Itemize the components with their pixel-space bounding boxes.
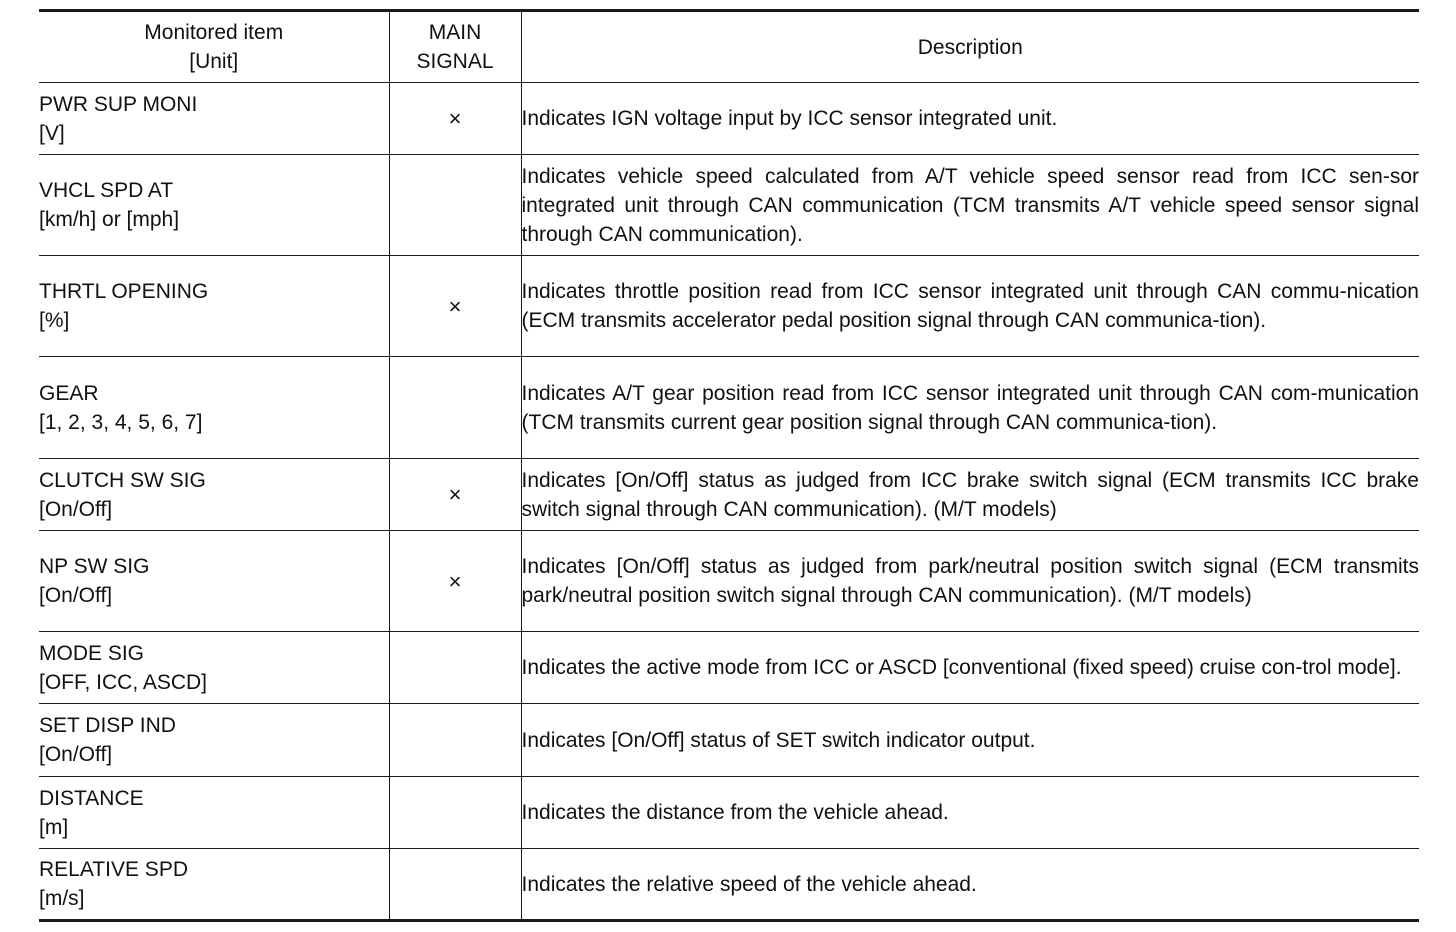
- header-signal-label: SIGNAL: [416, 50, 494, 73]
- item-name: NP SW SIG: [39, 555, 150, 578]
- item-description: Indicates the relative speed of the vehicle ahead.: [521, 849, 1419, 921]
- header-description: Description: [521, 11, 1419, 83]
- main-signal-mark: [389, 357, 521, 459]
- table-row: [39, 155, 1419, 256]
- item-unit: [V]: [39, 121, 65, 145]
- item-name: VHCL SPD AT: [39, 179, 174, 202]
- item-description: Indicates throttle position read from ICC sensor integrated unit through CAN commu-nication (ECM transmits accelerator pedal position signal through CAN communica-tion).: [521, 256, 1419, 357]
- item-name: SET DISP IND: [39, 714, 176, 737]
- monitored-items-table: [39, 9, 1419, 922]
- item-unit: [On/Off]: [39, 497, 113, 521]
- header-main-signal: [389, 11, 521, 83]
- item-cell: [39, 357, 389, 459]
- main-signal-mark: [389, 704, 521, 777]
- item-cell: [39, 632, 389, 704]
- table-row: [39, 459, 1419, 531]
- table-row: [39, 632, 1419, 704]
- header-row: [39, 11, 1419, 83]
- item-unit: [On/Off]: [39, 743, 113, 766]
- item-cell: [39, 256, 389, 357]
- item-name: GEAR: [39, 381, 99, 405]
- header-monitored-item: [39, 11, 389, 83]
- main-signal-mark: ×: [389, 459, 521, 531]
- item-description: Indicates A/T gear position read from ICC sensor integrated unit through CAN com-munication (TCM transmits current gear position signal through CAN communica-tion).: [521, 357, 1419, 459]
- main-signal-mark: [389, 632, 521, 704]
- item-description: Indicates vehicle speed calculated from A/T vehicle speed sensor read from ICC sen-sor integrated unit through CAN communication (TCM transmits A/T vehicle speed sensor signal through CAN communication).: [521, 155, 1419, 256]
- main-signal-mark: [389, 777, 521, 849]
- item-cell: [39, 704, 389, 777]
- table-row: [39, 83, 1419, 155]
- item-name: PWR SUP MONI: [39, 92, 198, 116]
- item-description: Indicates [On/Off] status as judged from ICC brake switch signal (ECM transmits ICC brake switch signal through CAN communication). (M/T models): [521, 459, 1419, 531]
- item-unit: [km/h] or [mph]: [39, 208, 180, 231]
- header-item-label: Monitored item: [144, 21, 284, 44]
- item-cell: [39, 459, 389, 531]
- main-signal-mark: [389, 849, 521, 921]
- table-row: [39, 531, 1419, 632]
- item-cell: [39, 531, 389, 632]
- item-unit: [On/Off]: [39, 584, 113, 607]
- header-unit-label: [Unit]: [189, 50, 239, 73]
- main-signal-mark: ×: [389, 83, 521, 155]
- item-name: CLUTCH SW SIG: [39, 468, 206, 492]
- table-row: [39, 704, 1419, 777]
- item-description: Indicates [On/Off] status of SET switch indicator output.: [521, 704, 1419, 777]
- table-row: [39, 849, 1419, 921]
- item-description: Indicates IGN voltage input by ICC sensor integrated unit.: [521, 83, 1419, 155]
- item-description: Indicates the active mode from ICC or ASCD [conventional (fixed speed) cruise con-trol mode].: [521, 632, 1419, 704]
- item-description: Indicates [On/Off] status as judged from park/neutral position switch signal (ECM transmits park/neutral position switch signal through CAN communication). (M/T models): [521, 531, 1419, 632]
- main-signal-mark: [389, 155, 521, 256]
- item-name: RELATIVE SPD: [39, 858, 188, 881]
- item-unit: [m]: [39, 815, 69, 839]
- item-unit: [%]: [39, 309, 70, 332]
- item-name: MODE SIG: [39, 641, 145, 665]
- item-name: DISTANCE: [39, 786, 144, 810]
- header-main-label: MAIN: [428, 21, 482, 44]
- main-signal-mark: ×: [389, 531, 521, 632]
- table-row: [39, 256, 1419, 357]
- item-name: THRTL OPENING: [39, 280, 209, 303]
- item-unit: [m/s]: [39, 887, 85, 910]
- item-unit: [1, 2, 3, 4, 5, 6, 7]: [39, 410, 203, 434]
- item-description: Indicates the distance from the vehicle ahead.: [521, 777, 1419, 849]
- item-unit: [OFF, ICC, ASCD]: [39, 670, 208, 694]
- table-row: [39, 777, 1419, 849]
- item-cell: [39, 777, 389, 849]
- main-signal-mark: ×: [389, 256, 521, 357]
- table-row: [39, 357, 1419, 459]
- item-cell: [39, 849, 389, 921]
- item-cell: [39, 83, 389, 155]
- item-cell: [39, 155, 389, 256]
